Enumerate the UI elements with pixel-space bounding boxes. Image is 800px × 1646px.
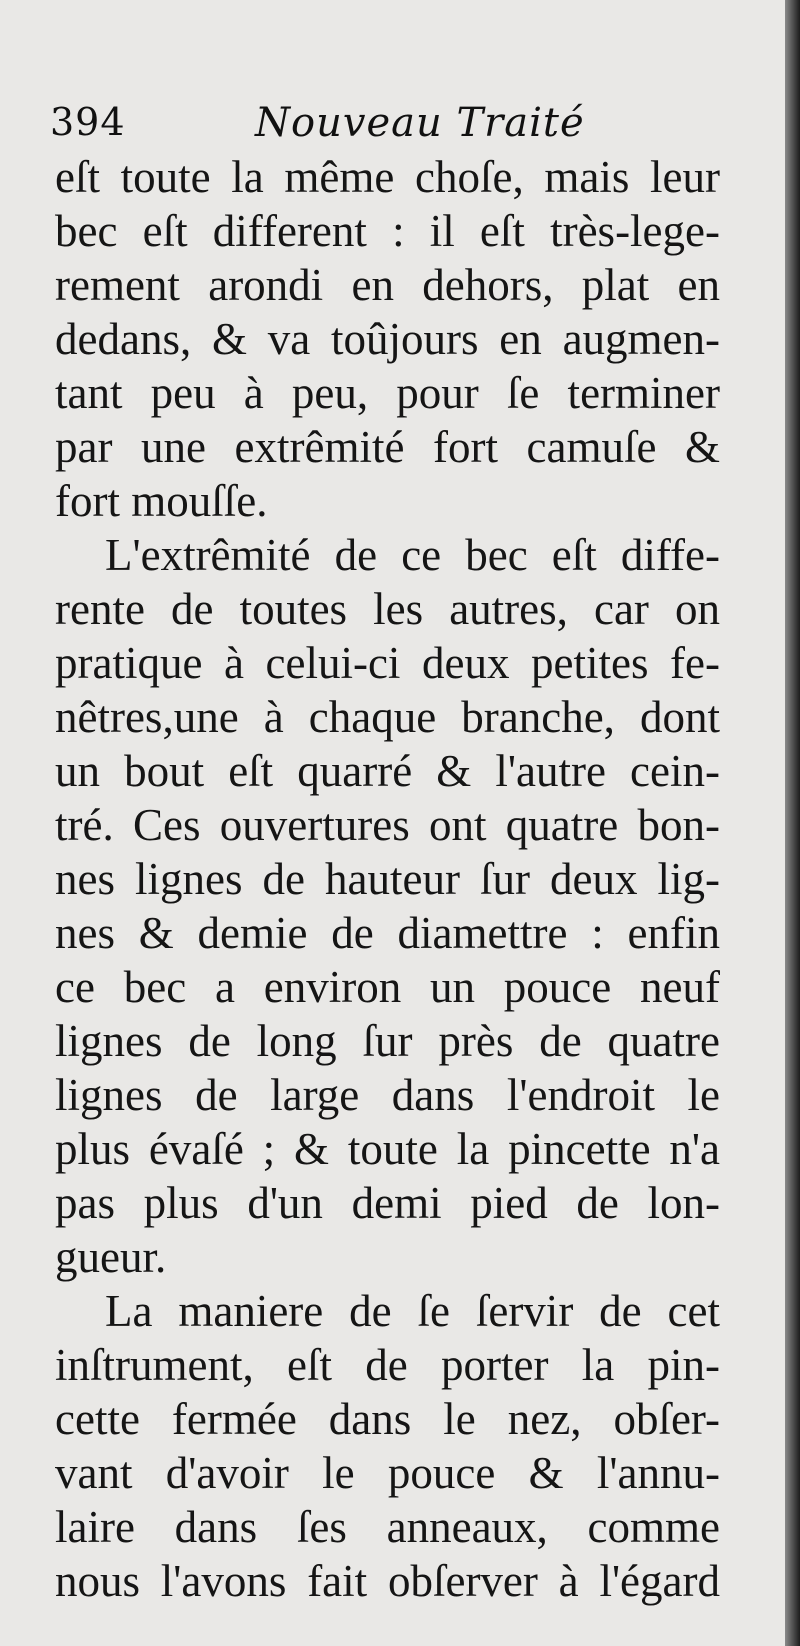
text-line: L'extrêmité de ce bec eſt diffe- <box>105 530 720 580</box>
page-gutter-shadow <box>785 0 800 1646</box>
text-line: par une extrêmité fort camuſe & <box>55 422 720 472</box>
text-line: cette fermée dans le nez, obſer- <box>55 1394 720 1444</box>
text-line: pratique à celui-ci deux petites fe- <box>55 638 720 688</box>
text-line: plus évaſé ; & toute la pincette n'a <box>55 1124 720 1174</box>
text-line: inſtrument, eſt de porter la pin- <box>55 1340 720 1390</box>
paragraph-1 <box>55 150 720 528</box>
page-number: 394 <box>50 100 126 144</box>
text-line: rement arondi en dehors, plat en <box>55 260 720 310</box>
text-line: un bout eſt quarré & l'autre cein- <box>55 746 720 796</box>
running-title: Nouveau Traité <box>255 100 585 146</box>
text-line: vant d'avoir le pouce & l'annu- <box>55 1448 720 1498</box>
paragraph-2 <box>55 528 720 1284</box>
running-head <box>50 100 750 150</box>
text-line: tré. Ces ouvertures ont quatre bon- <box>55 800 720 850</box>
text-line: lignes de long ſur près de quatre <box>55 1016 720 1066</box>
text-line: gueur. <box>55 1232 167 1282</box>
text-line: pas plus d'un demi pied de lon- <box>55 1178 720 1228</box>
text-line: ce bec a environ un pouce neuf <box>55 962 720 1012</box>
text-line: bec eſt different : il eſt très-lege- <box>55 206 720 256</box>
text-line: nous l'avons fait obſerver à l'égard <box>55 1556 720 1606</box>
text-line: dedans, & va toûjours en augmen- <box>55 314 720 364</box>
text-line: lignes de large dans l'endroit le <box>55 1070 720 1120</box>
text-line: eſt toute la même choſe, mais leur <box>55 152 720 202</box>
text-line: nes & demie de diamettre : enfin <box>55 908 720 958</box>
text-line: fort mouſſe. <box>55 476 268 526</box>
text-line: La maniere de ſe ſervir de cet <box>105 1286 720 1336</box>
body-text <box>55 150 720 1608</box>
text-line: tant peu à peu, pour ſe terminer <box>55 368 720 418</box>
text-line: laire dans ſes anneaux, comme <box>55 1502 720 1552</box>
text-line: nes lignes de hauteur ſur deux lig- <box>55 854 720 904</box>
paragraph-3 <box>55 1284 720 1608</box>
text-line: nêtres,une à chaque branche, dont <box>55 692 720 742</box>
text-line: rente de toutes les autres, car on <box>55 584 720 634</box>
